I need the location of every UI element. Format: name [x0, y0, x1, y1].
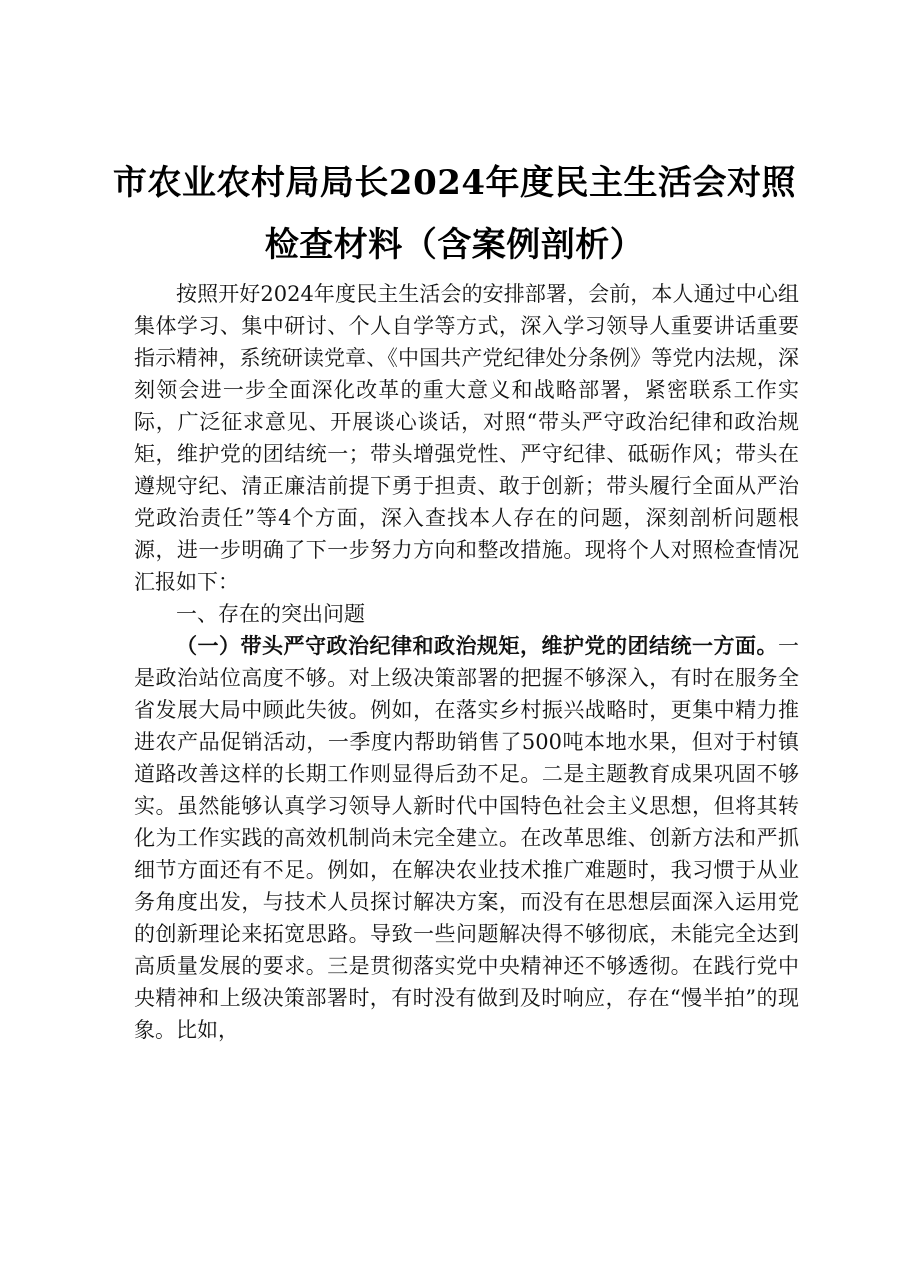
intro-paragraph: 按照开好2024年度民主生活会的安排部署，会前，本人通过中心组集体学习、集中研讨、个人自学等方式，深入学习领导人重要讲话重要指示精神，系统研读党章、《中国共产党纪律处分条例》等党内法规，深刻领会进一步全面深化改革的重大意义和战略部署，紧密联系工作实际，广泛征求意见、开展谈心谈话，对照“带头严守政治纪律和政治规矩，维护党的团结统一；带头增强党性、严守纪律、砥砺作风；带头在遵规守纪、清正廉洁前提下勇于担责、敢于创新；带头履行全面从严治党政治责任”等4个方面，深入查找本人存在的问题，深刻剖析问题根源，进一步明确了下一步努力方向和整改措施。现将个人对照检查情况汇报如下： — [134, 282, 799, 594]
document-title-line-2: 检查材料（含案例剖析） — [264, 225, 645, 265]
subsection-body: 一是政治站位高度不够。对上级决策部署的把握不够深入，有时在服务全省发展大局中顾此失彼。例如，在落实乡村振兴战略时，更集中精力推进农产品促销活动，一季度内帮助销售了500吨本地水果，但对于村镇道路改善这样的长期工作则显得后劲不足。二是主题教育成果巩固不够实。虽然能够认真学习领导人新时代中国特色社会主义思想，但将其转化为工作实践的高效机制尚未完全建立。在改革思维、创新方法和严抓细节方面还有不足。例如，在解决农业技术推广难题时，我习惯于从业务角度出发，与技术人员探讨解决方案，而没有在思想层面深入运用党的创新理论来拓宽思路。导致一些问题解决得不够彻底，未能完全达到高质量发展的要求。三是贯彻落实党中央精神还不够透彻。在践行党中央精神和上级决策部署时，有时没有做到及时响应，存在“慢半拍”的现象。比如， — [134, 634, 799, 1042]
document-body — [134, 278, 799, 1046]
section-heading: 一、存在的突出问题 — [176, 602, 365, 626]
subsection-paragraph — [134, 630, 799, 1046]
subsection-heading: （一）带头严守政治纪律和政治规矩，维护党的团结统一方面。 — [176, 633, 778, 658]
document-title-line-1: 市农业农村局局长2024年度民主生活会对照 — [112, 163, 797, 203]
